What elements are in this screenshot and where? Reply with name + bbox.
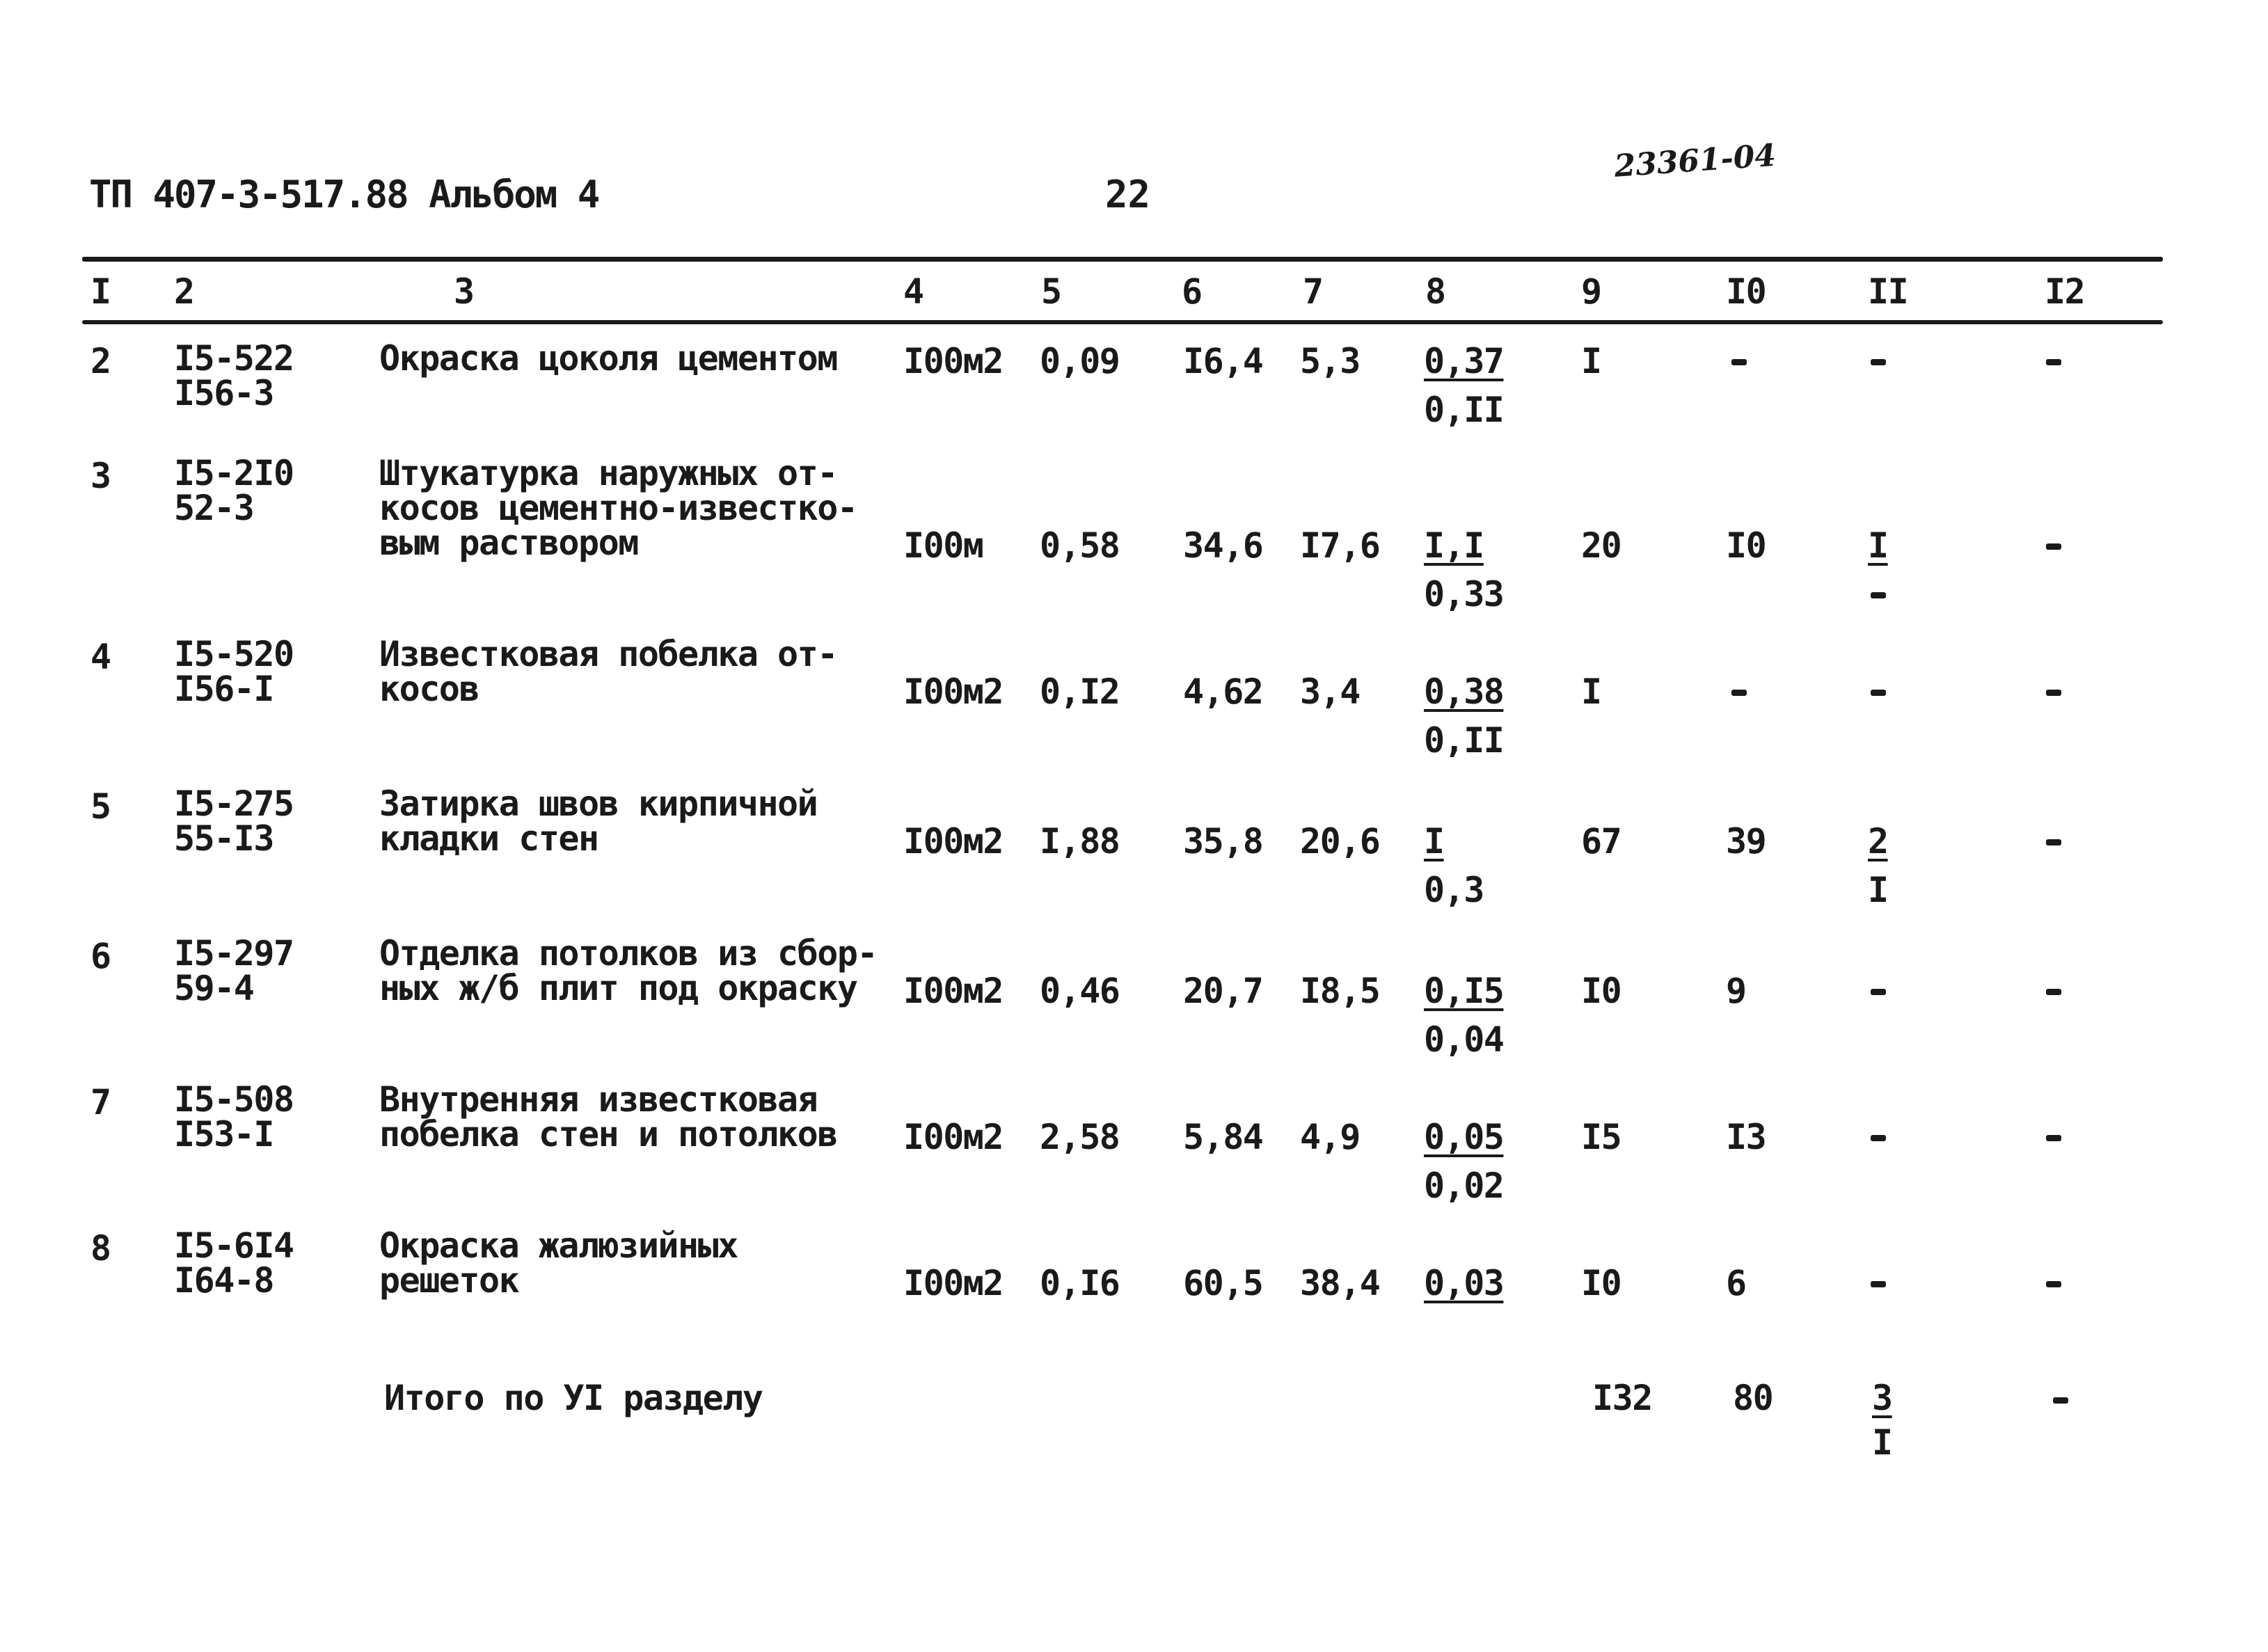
description-line: кладки стен bbox=[379, 818, 598, 859]
column-header-3: 3 bbox=[454, 271, 474, 312]
col-6-value: 4,62 bbox=[1183, 672, 1263, 712]
total-col-11-numerator: 3 bbox=[1872, 1378, 1892, 1418]
col-11-dash bbox=[1871, 1135, 1886, 1141]
col-8-numerator: 0,38 bbox=[1424, 672, 1504, 712]
col-11-denominator: I bbox=[1868, 870, 1888, 910]
estimate-codes bbox=[174, 1225, 294, 1301]
col-10-value: 9 bbox=[1726, 971, 1746, 1011]
header-bottom-rule bbox=[82, 320, 2163, 324]
col-12-dash bbox=[2046, 1135, 2061, 1141]
col-9-value: I0 bbox=[1581, 971, 1621, 1011]
col-8-numerator: I,I bbox=[1424, 525, 1484, 566]
estimate-codes bbox=[174, 784, 294, 859]
column-header-2: 2 bbox=[174, 271, 194, 312]
col-8-denominator: 0,02 bbox=[1424, 1166, 1504, 1206]
col-10-value: I3 bbox=[1726, 1117, 1766, 1157]
estimate-code-line: I64-8 bbox=[174, 1260, 274, 1301]
estimate-code-line: I5-2I0 bbox=[174, 453, 294, 493]
estimate-code-line: I5-508 bbox=[174, 1079, 294, 1120]
unit: I00м2 bbox=[903, 672, 1004, 712]
col-6-value: 35,8 bbox=[1183, 821, 1263, 861]
col-10-dash bbox=[1731, 690, 1747, 696]
quantity: I,88 bbox=[1040, 821, 1120, 861]
col-6-value: I6,4 bbox=[1183, 341, 1263, 381]
estimate-code-line: I5-297 bbox=[174, 933, 294, 974]
handwritten-stamp-code: 23361-04 bbox=[1613, 137, 1777, 184]
estimate-code-line: I5-275 bbox=[174, 784, 294, 824]
col-6-value: 60,5 bbox=[1183, 1263, 1263, 1303]
column-header-11: II bbox=[1868, 271, 1908, 312]
column-header-6: 6 bbox=[1182, 271, 1202, 312]
description-line: вым раствором bbox=[379, 523, 638, 563]
row-number: 5 bbox=[90, 786, 111, 827]
col-9-value: 20 bbox=[1581, 525, 1621, 566]
description-line: решеток bbox=[379, 1260, 519, 1301]
estimate-code-line: I56-I bbox=[174, 669, 274, 709]
column-header-10: I0 bbox=[1726, 271, 1766, 312]
estimate-codes bbox=[174, 634, 294, 709]
table-top-rule bbox=[82, 257, 2163, 262]
column-header-7: 7 bbox=[1303, 271, 1323, 312]
col-9-value: I bbox=[1581, 672, 1601, 712]
col-11-numerator: 2 bbox=[1868, 821, 1888, 861]
description-line: косов bbox=[379, 669, 479, 709]
description-line: Внутренняя известковая bbox=[379, 1079, 818, 1120]
unit: I00м2 bbox=[903, 1117, 1004, 1157]
estimate-code-line: 59-4 bbox=[174, 968, 254, 1008]
estimate-code-line: 55-I3 bbox=[174, 818, 274, 859]
col-11-dash bbox=[1871, 1281, 1886, 1287]
unit: I00м2 bbox=[903, 1263, 1004, 1303]
row-number: 8 bbox=[90, 1228, 111, 1269]
col-8-numerator: 0,I5 bbox=[1424, 971, 1504, 1011]
col-12-dash bbox=[2046, 543, 2061, 550]
col-7-value: I7,6 bbox=[1300, 525, 1380, 566]
col-7-value: 4,9 bbox=[1300, 1117, 1360, 1157]
col-6-value: 5,84 bbox=[1183, 1117, 1263, 1157]
col-9-value: I0 bbox=[1581, 1263, 1621, 1303]
unit: I00м2 bbox=[903, 341, 1004, 381]
work-description bbox=[379, 1225, 738, 1301]
col-11-dash bbox=[1871, 359, 1886, 365]
description-line: Известковая побелка от- bbox=[379, 634, 837, 674]
col-8-denominator: 0,04 bbox=[1424, 1019, 1504, 1060]
description-line: Затирка швов кирпичной bbox=[379, 784, 818, 824]
col-12-dash bbox=[2046, 1281, 2061, 1287]
col-11-dash bbox=[1871, 690, 1886, 696]
estimate-code-line: 52-3 bbox=[174, 488, 254, 528]
col-8-denominator: 0,3 bbox=[1424, 870, 1484, 910]
col-8-numerator: 0,37 bbox=[1424, 341, 1504, 381]
col-9-value: I5 bbox=[1581, 1117, 1621, 1157]
total-col-11-denominator: I bbox=[1872, 1422, 1892, 1463]
total-col-12-dash bbox=[2053, 1397, 2068, 1404]
col-7-value: 3,4 bbox=[1300, 672, 1360, 712]
col-10-value: 6 bbox=[1726, 1263, 1746, 1303]
column-header-4: 4 bbox=[903, 271, 923, 312]
estimate-code-line: I53-I bbox=[174, 1114, 274, 1154]
description-line: Окраска цоколя цементом bbox=[379, 338, 837, 379]
quantity: 0,09 bbox=[1040, 341, 1120, 381]
col-12-dash bbox=[2046, 690, 2061, 696]
work-description bbox=[379, 1079, 837, 1154]
col-10-value: I0 bbox=[1726, 525, 1766, 566]
description-line: Окраска жалюзийных bbox=[379, 1225, 738, 1266]
col-9-value: I bbox=[1581, 341, 1601, 381]
col-7-value: 20,6 bbox=[1300, 821, 1380, 861]
col-7-value: 38,4 bbox=[1300, 1263, 1380, 1303]
unit: I00м2 bbox=[903, 971, 1004, 1011]
column-header-9: 9 bbox=[1581, 271, 1601, 312]
column-header-8: 8 bbox=[1425, 271, 1445, 312]
description-line: Отделка потолков из сбор- bbox=[379, 933, 878, 974]
estimate-codes bbox=[174, 1079, 294, 1154]
column-header-12: I2 bbox=[2045, 271, 2085, 312]
col-6-value: 34,6 bbox=[1183, 525, 1263, 566]
col-9-value: 67 bbox=[1581, 821, 1621, 861]
row-number: 6 bbox=[90, 936, 111, 976]
row-number: 4 bbox=[90, 637, 111, 677]
quantity: 2,58 bbox=[1040, 1117, 1120, 1157]
total-col-10: 80 bbox=[1733, 1378, 1773, 1418]
estimate-codes bbox=[174, 338, 294, 413]
estimate-codes bbox=[174, 453, 294, 528]
row-number: 7 bbox=[90, 1082, 111, 1122]
col-7-value: I8,5 bbox=[1300, 971, 1380, 1011]
col-12-dash bbox=[2046, 839, 2061, 845]
col-8-denominator: 0,II bbox=[1424, 720, 1504, 761]
work-description bbox=[379, 784, 818, 859]
unit: I00м2 bbox=[903, 821, 1004, 861]
col-8-numerator: I bbox=[1424, 821, 1444, 861]
col-12-dash bbox=[2046, 359, 2061, 365]
col-11-denominator-dash bbox=[1871, 592, 1886, 598]
description-line: косов цементно-известко- bbox=[379, 488, 857, 528]
description-line: Штукатурка наружных от- bbox=[379, 453, 837, 493]
column-header-5: 5 bbox=[1041, 271, 1061, 312]
estimate-code-line: I5-522 bbox=[174, 338, 294, 379]
row-number: 3 bbox=[90, 456, 111, 496]
col-11-dash bbox=[1871, 989, 1886, 995]
col-11-numerator: I bbox=[1868, 525, 1888, 566]
unit: I00м bbox=[903, 525, 983, 566]
column-header-1: I bbox=[90, 271, 111, 312]
col-6-value: 20,7 bbox=[1183, 971, 1263, 1011]
total-col-9: I32 bbox=[1592, 1378, 1652, 1418]
page-number: 22 bbox=[1105, 173, 1151, 216]
description-line: ных ж/б плит под окраску bbox=[379, 968, 857, 1008]
quantity: 0,I2 bbox=[1040, 672, 1120, 712]
col-8-numerator: 0,03 bbox=[1424, 1263, 1504, 1303]
col-8-denominator: 0,33 bbox=[1424, 574, 1504, 614]
work-description bbox=[379, 634, 837, 709]
estimate-codes bbox=[174, 933, 294, 1008]
work-description bbox=[379, 933, 878, 1008]
work-description bbox=[379, 338, 837, 379]
row-number: 2 bbox=[90, 341, 111, 381]
estimate-code-line: I5-6I4 bbox=[174, 1225, 294, 1266]
col-10-value: 39 bbox=[1726, 821, 1766, 861]
estimate-code-line: I5-520 bbox=[174, 634, 294, 674]
col-8-numerator: 0,05 bbox=[1424, 1117, 1504, 1157]
quantity: 0,58 bbox=[1040, 525, 1120, 566]
quantity: 0,I6 bbox=[1040, 1263, 1120, 1303]
col-7-value: 5,3 bbox=[1300, 341, 1360, 381]
col-12-dash bbox=[2046, 989, 2061, 995]
col-8-denominator: 0,II bbox=[1424, 390, 1504, 430]
document-reference: ТП 407-3-517.88 Альбом 4 bbox=[89, 173, 599, 216]
work-description bbox=[379, 453, 857, 563]
estimate-code-line: I56-3 bbox=[174, 373, 274, 413]
description-line: побелка стен и потолков bbox=[379, 1114, 837, 1154]
total-label: Итого по УI разделу bbox=[384, 1378, 763, 1418]
col-10-dash bbox=[1731, 359, 1747, 365]
quantity: 0,46 bbox=[1040, 971, 1120, 1011]
